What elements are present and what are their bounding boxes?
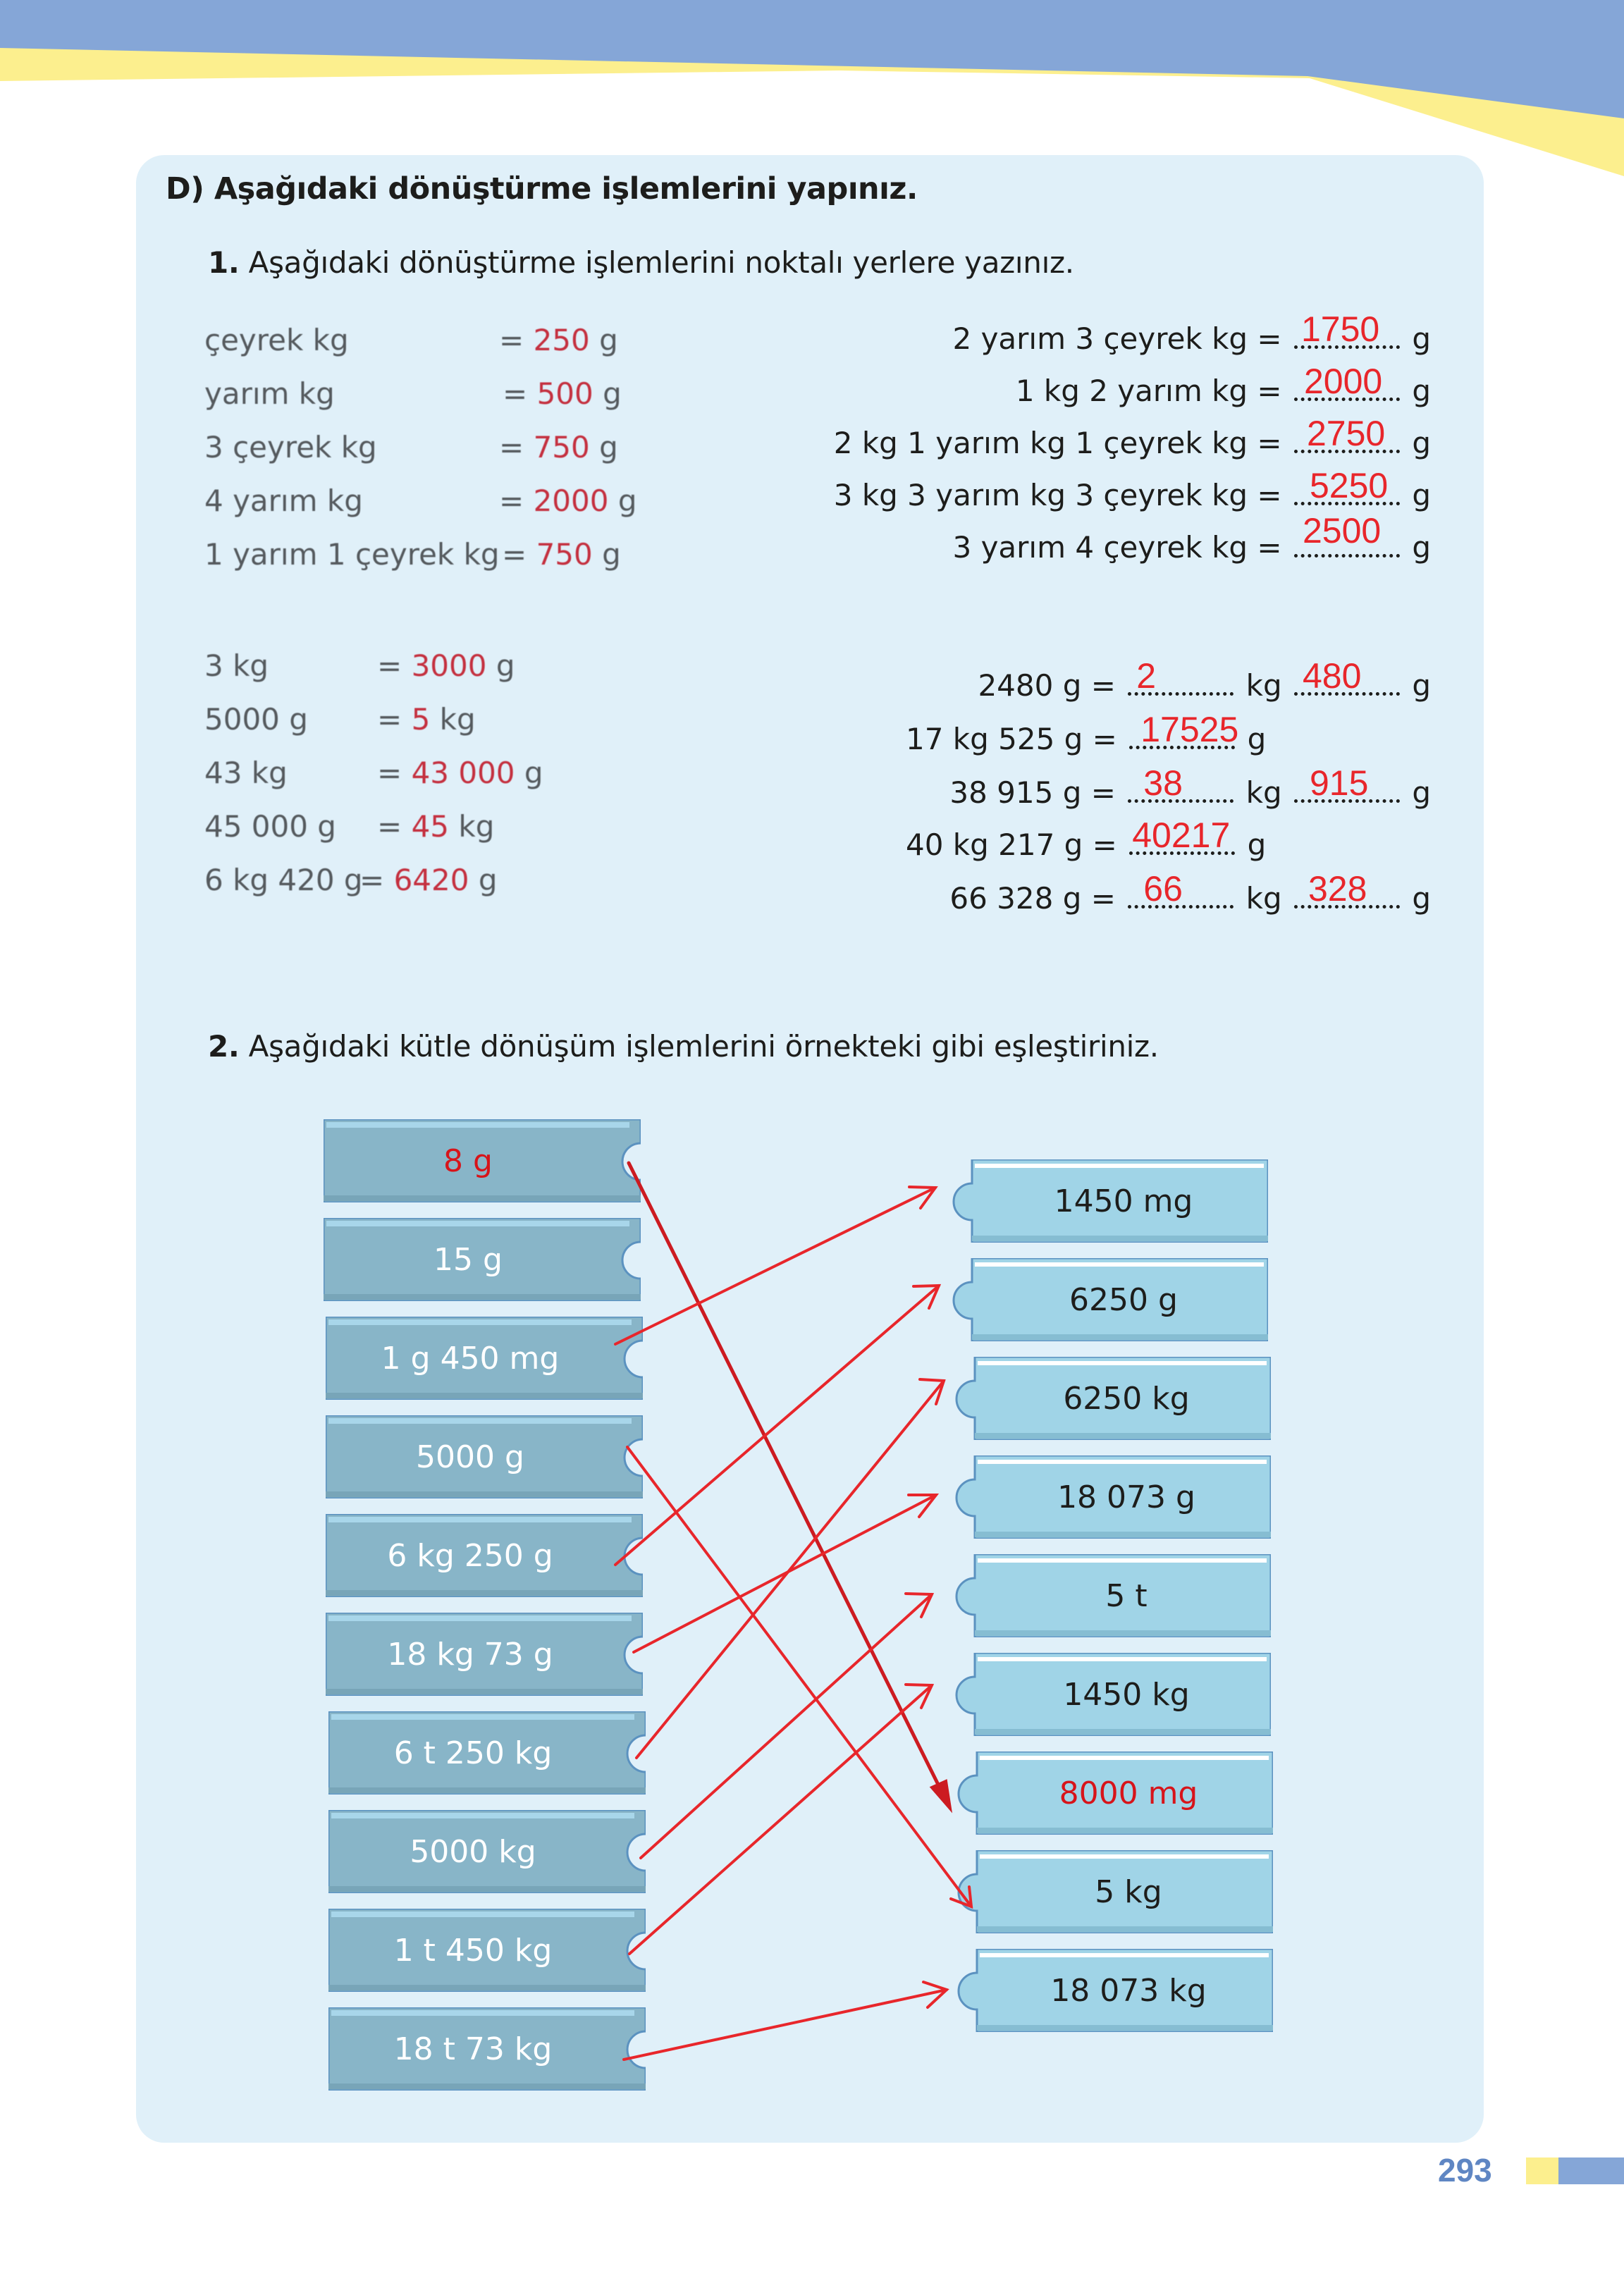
piece-label: 18 073 kg (1050, 1972, 1207, 2009)
left-piece[interactable] (328, 1810, 646, 1893)
answer-blank[interactable] (1294, 414, 1400, 453)
faded-expr: 45 000 g (204, 809, 336, 844)
right-piece[interactable] (954, 1357, 1271, 1440)
fill-row: 3 yarım 4 çeyrek kg = 2500 g (952, 511, 1431, 565)
right-piece[interactable] (956, 1850, 1273, 1933)
faded-result: = 250 g (499, 323, 618, 357)
faded-expr: yarım kg (204, 376, 335, 411)
fill-row: 3 kg 3 yarım kg 3 çeyrek kg = 5250 g (833, 466, 1431, 512)
left-piece[interactable] (324, 1119, 641, 1202)
right-piece[interactable] (954, 1455, 1271, 1539)
piece-label: 5 kg (1095, 1873, 1162, 1910)
right-piece[interactable] (951, 1159, 1268, 1243)
answer-blank[interactable] (1294, 362, 1400, 401)
faded-result: = 5 kg (377, 702, 476, 737)
faded-result: = 6420 g (359, 863, 498, 897)
faded-result: = 43 000 g (377, 756, 543, 790)
answer-blank-g[interactable] (1294, 763, 1400, 803)
answer-blank[interactable] (1129, 815, 1235, 855)
right-piece[interactable] (956, 1949, 1273, 2032)
fill-row: 66 328 g = 66 kg 328 g (949, 869, 1431, 916)
left-piece[interactable] (328, 1711, 646, 1795)
piece-label: 1 g 450 mg (381, 1340, 560, 1377)
fill-row: 40 kg 217 g = 40217 g (906, 815, 1267, 862)
handwritten-answer: 17525 (1140, 710, 1239, 749)
fill-row: 17 kg 525 g = 17525 g (906, 710, 1267, 756)
page-number: 293 (1438, 2152, 1492, 2189)
answer-blank[interactable] (1129, 710, 1239, 749)
piece-label: 1450 mg (1054, 1183, 1193, 1219)
piece-label: 18 kg 73 g (387, 1636, 553, 1673)
left-piece[interactable] (326, 1613, 643, 1696)
faded-result: = 45 kg (377, 809, 495, 844)
piece-label: 6 t 250 kg (393, 1735, 553, 1771)
answer-blank[interactable] (1294, 466, 1400, 505)
faded-result: = 750 g (499, 430, 618, 464)
faded-expr: 4 yarım kg (204, 484, 363, 518)
piece-label: 1450 kg (1063, 1676, 1190, 1713)
faded-expr: 3 çeyrek kg (204, 430, 377, 464)
answer-blank-g[interactable] (1294, 869, 1400, 909)
piece-label: 18 t 73 kg (393, 2031, 553, 2067)
fill-row: 2 kg 1 yarım kg 1 çeyrek kg = 2750 g (833, 414, 1431, 460)
left-piece[interactable] (324, 1218, 641, 1301)
piece-label: 6250 kg (1063, 1380, 1190, 1417)
left-piece[interactable] (326, 1317, 643, 1400)
piece-label: 5000 kg (410, 1833, 536, 1870)
exercise1-number: 1. (208, 245, 240, 280)
handwritten-answer: 38 (1143, 763, 1183, 803)
handwritten-answer: 2000 (1303, 362, 1383, 401)
faded-expr: 5000 g (204, 702, 308, 737)
faded-expr: çeyrek kg (204, 323, 349, 357)
exercise1-instruction-text: Aşağıdaki dönüştürme işlemlerini noktalı yerlere yazınız. (248, 245, 1074, 280)
answer-blank[interactable] (1294, 309, 1400, 349)
faded-result: = 500 g (503, 376, 622, 411)
right-piece[interactable] (954, 1653, 1271, 1736)
page-number-blue-bar (1558, 2157, 1624, 2184)
handwritten-answer: 2750 (1306, 414, 1386, 453)
left-piece[interactable] (328, 1909, 646, 1992)
section-title: D) Aşağıdaki dönüştürme işlemlerini yapınız. (166, 171, 918, 207)
handwritten-answer: 328 (1308, 869, 1367, 909)
page-number-yellow-bar (1526, 2157, 1558, 2184)
faded-expr: 1 yarım 1 çeyrek kg (204, 537, 500, 572)
handwritten-answer: 1750 (1300, 309, 1380, 349)
left-piece[interactable] (326, 1514, 643, 1597)
fill-row: 38 915 g = 38 kg 915 g (949, 763, 1431, 810)
handwritten-answer: 2 (1136, 656, 1157, 696)
piece-label: 5000 g (416, 1439, 524, 1475)
answer-blank-kg[interactable] (1128, 656, 1234, 696)
piece-label: 1 t 450 kg (393, 1932, 553, 1969)
handwritten-answer: 480 (1302, 656, 1362, 696)
faded-expr: 3 kg (204, 648, 269, 683)
answer-blank[interactable] (1294, 511, 1400, 558)
piece-label: 6250 g (1069, 1281, 1178, 1318)
faded-expr: 43 kg (204, 756, 288, 790)
right-piece[interactable] (956, 1752, 1273, 1835)
handwritten-answer: 66 (1143, 869, 1183, 909)
fill-row: 2480 g = 2 kg 480 g (978, 656, 1431, 703)
faded-result: = 3000 g (377, 648, 515, 683)
piece-label: 6 kg 250 g (387, 1537, 553, 1574)
right-piece[interactable] (954, 1554, 1271, 1637)
exercise2-instruction-text: Aşağıdaki kütle dönüşüm işlemlerini örnekteki gibi eşleştiriniz. (248, 1029, 1159, 1064)
exercise1-instruction (208, 245, 1074, 280)
piece-label: 15 g (433, 1241, 503, 1278)
piece-label: 5 t (1105, 1577, 1148, 1614)
faded-result: = 2000 g (499, 484, 637, 518)
handwritten-answer: 915 (1309, 763, 1369, 803)
left-piece[interactable] (328, 2007, 646, 2091)
fill-row: 2 yarım 3 çeyrek kg = 1750 g (952, 309, 1431, 356)
faded-expr: 6 kg 420 g (204, 863, 363, 897)
answer-blank-kg[interactable] (1128, 869, 1234, 909)
handwritten-answer: 5250 (1309, 466, 1389, 505)
piece-label: 8 g (443, 1143, 493, 1179)
faded-result: = 750 g (502, 537, 621, 572)
handwritten-answer: 40217 (1132, 815, 1231, 855)
fill-row: 1 kg 2 yarım kg = 2000 g (1015, 362, 1431, 408)
handwritten-answer: 2500 (1302, 511, 1382, 550)
piece-label: 18 073 g (1057, 1479, 1195, 1515)
right-piece[interactable] (951, 1258, 1268, 1341)
left-piece[interactable] (326, 1415, 643, 1498)
piece-label: 8000 mg (1059, 1775, 1198, 1811)
exercise2-instruction (208, 1029, 1159, 1064)
exercise2-number: 2. (208, 1029, 240, 1064)
answer-blank-g[interactable] (1294, 656, 1400, 696)
answer-blank-kg[interactable] (1128, 763, 1234, 803)
